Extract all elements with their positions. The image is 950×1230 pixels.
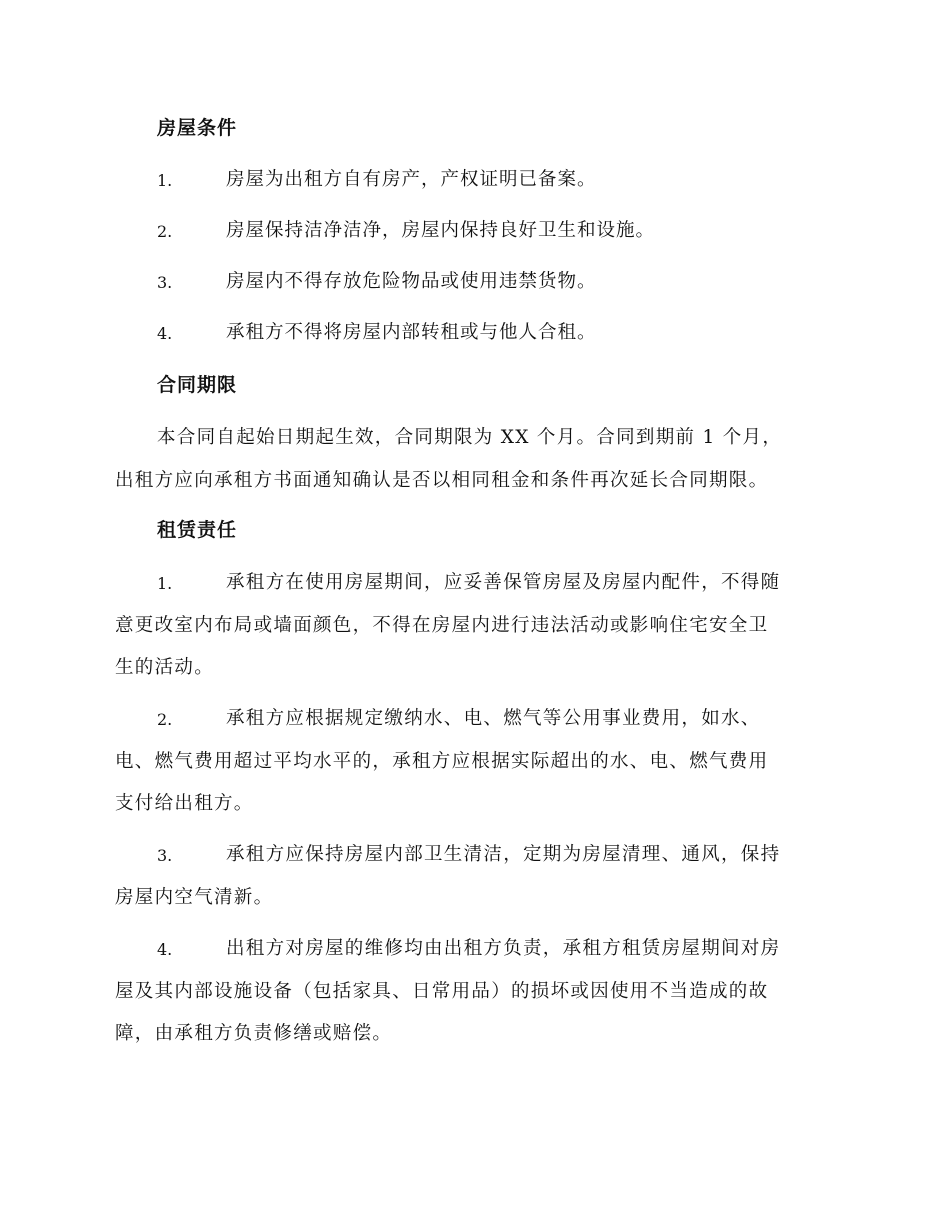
list-item-number: 1. bbox=[157, 171, 173, 190]
section-heading-term: 合同期限 bbox=[157, 374, 238, 396]
section-heading-liability: 租赁责任 bbox=[157, 519, 238, 541]
list-item-text: 承租方不得将房屋内部转租或与他人合租。 bbox=[226, 322, 597, 343]
list-item-line: 生的活动。 bbox=[115, 657, 215, 678]
list-item-number: 2. bbox=[157, 222, 173, 241]
list-item-text: 房屋内不得存放危险物品或使用违禁货物。 bbox=[226, 271, 597, 292]
list-item-text: 房屋保持洁净洁净，房屋内保持良好卫生和设施。 bbox=[226, 220, 656, 241]
list-item-number: 1. bbox=[157, 574, 173, 593]
list-item-number: 2. bbox=[157, 710, 173, 729]
list-item-number: 3. bbox=[157, 846, 173, 865]
list-item-line: 支付给出租方。 bbox=[115, 793, 254, 814]
list-item-line: 承租方应保持房屋内部卫生清洁，定期为房屋清理、通风，保持 bbox=[226, 844, 781, 865]
list-item-line: 承租方在使用房屋期间，应妥善保管房屋及房屋内配件，不得随 bbox=[226, 572, 781, 593]
list-item-line: 屋及其内部设施设备（包括家具、日常用品）的损坏或因使用不当造成的故 bbox=[115, 981, 769, 1002]
list-item-line: 房屋内空气清新。 bbox=[115, 887, 274, 908]
list-item-line: 意更改室内布局或墙面颜色，不得在房屋内进行违法活动或影响住宅安全卫 bbox=[115, 615, 769, 636]
list-item-number: 4. bbox=[157, 940, 173, 959]
list-item-text: 房屋为出租方自有房产，产权证明已备案。 bbox=[226, 169, 597, 190]
list-item-line: 电、燃气费用超过平均水平的，承租方应根据实际超出的水、电、燃气费用 bbox=[115, 751, 769, 772]
list-item-number: 3. bbox=[157, 273, 173, 292]
list-item-line: 出租方对房屋的维修均由出租方负责，承租方租赁房屋期间对房 bbox=[226, 938, 781, 959]
list-item-line: 障，由承租方负责修缮或赔偿。 bbox=[115, 1023, 393, 1044]
term-paragraph-line: 出租方应向承租方书面通知确认是否以相同租金和条件再次延长合同期限。 bbox=[115, 470, 769, 491]
term-paragraph-line: 本合同自起始日期起生效，合同期限为 XX 个月。合同到期前 1 个月， bbox=[157, 427, 783, 448]
section-heading-conditions: 房屋条件 bbox=[157, 117, 238, 139]
list-item-line: 承租方应根据规定缴纳水、电、燃气等公用事业费用，如水、 bbox=[226, 708, 761, 729]
list-item-number: 4. bbox=[157, 324, 173, 343]
